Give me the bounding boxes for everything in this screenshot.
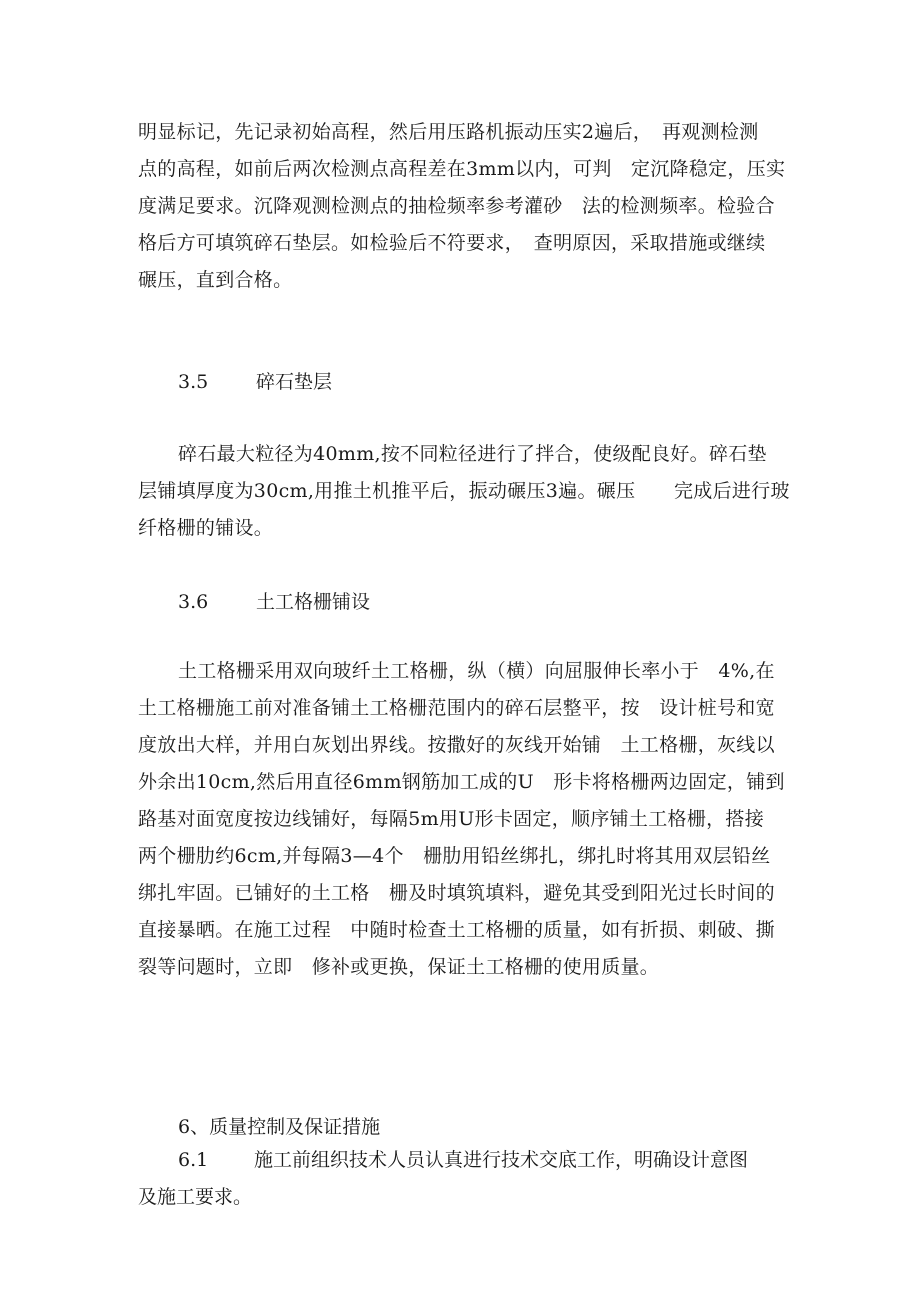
- section-number: 3.5: [178, 371, 209, 393]
- section-item-6-1: [138, 1142, 798, 1216]
- section-number: 3.6: [178, 591, 209, 613]
- section-title: 土工格栅铺设: [256, 591, 371, 613]
- section-title: 6、质量控制及保证措施: [178, 1116, 381, 1138]
- section-title: 碎石垫层: [256, 371, 333, 393]
- text-line: 施工前组织技术人员认真进行技术交底工作，明确设计意图: [254, 1149, 749, 1171]
- text-line: 碎石最大粒径为40mm,按不同粒径进行了拌合，使级配良好。碎石垫: [178, 443, 767, 465]
- text-line: 路基对面宽度按边线铺好，每隔5m用U形卡固定，顺序铺土工格栅，搭接: [138, 808, 765, 830]
- paragraph-settlement-check: [138, 114, 788, 299]
- paragraph-gravel-cushion: [138, 436, 788, 547]
- text-line: 直接暴晒。在施工过程 中随时检查土工格栅的质量，如有折损、刺破、撕: [138, 919, 775, 941]
- text-line: 两个栅肋约6cm,并每隔3—4个 栅肋用铅丝绑扎，绑扎时将其用双层铅丝: [138, 845, 771, 867]
- text-line: 绑扎牢固。已铺好的土工格 栅及时填筑填料，避免其受到阳光过长时间的: [138, 882, 775, 904]
- text-line: 明显标记，先记录初始高程，然后用压路机振动压实2遍后， 再观测检测: [138, 121, 759, 143]
- text-line: 外余出10cm,然后用直径6mm钢筋加工成的U 形卡将格栅两边固定，铺到: [138, 771, 785, 793]
- section-heading-6: [178, 1109, 380, 1146]
- text-line: 层铺填厚度为30cm,用推土机推平后，振动碾压3遍。碾压 完成后进行玻: [138, 480, 790, 502]
- text-line: 裂等问题时，立即 修补或更换，保证土工格栅的使用质量。: [138, 956, 660, 978]
- text-line: 及施工要求。: [138, 1186, 253, 1208]
- text-line: 碾压，直到合格。: [138, 269, 293, 291]
- section-heading-3-5: [178, 364, 332, 401]
- section-number: 6.1: [178, 1149, 209, 1171]
- section-heading-3-6: [178, 584, 370, 621]
- text-line: 纤格栅的铺设。: [138, 517, 274, 539]
- text-line: 度满足要求。沉降观测检测点的抽检频率参考灌砂 法的检测频率。检验合: [138, 195, 775, 217]
- text-line: 度放出大样，并用白灰划出界线。按撒好的灰线开始铺 土工格栅，灰线以: [138, 734, 775, 756]
- paragraph-geogrid-laying: [138, 653, 788, 986]
- text-line: 格后方可填筑碎石垫层。如检验后不符要求， 查明原因，采取措施或继续: [138, 232, 766, 254]
- text-line: 土工格栅采用双向玻纤土工格栅，纵（横）向屈服伸长率小于 4%,在: [178, 660, 775, 682]
- text-line: 点的高程，如前后两次检测点高程差在3mm以内，可判 定沉降稳定，压实: [138, 158, 786, 180]
- text-line: 土工格栅施工前对准备铺土工格栅范围内的碎石层整平，按 设计桩号和宽: [138, 697, 775, 719]
